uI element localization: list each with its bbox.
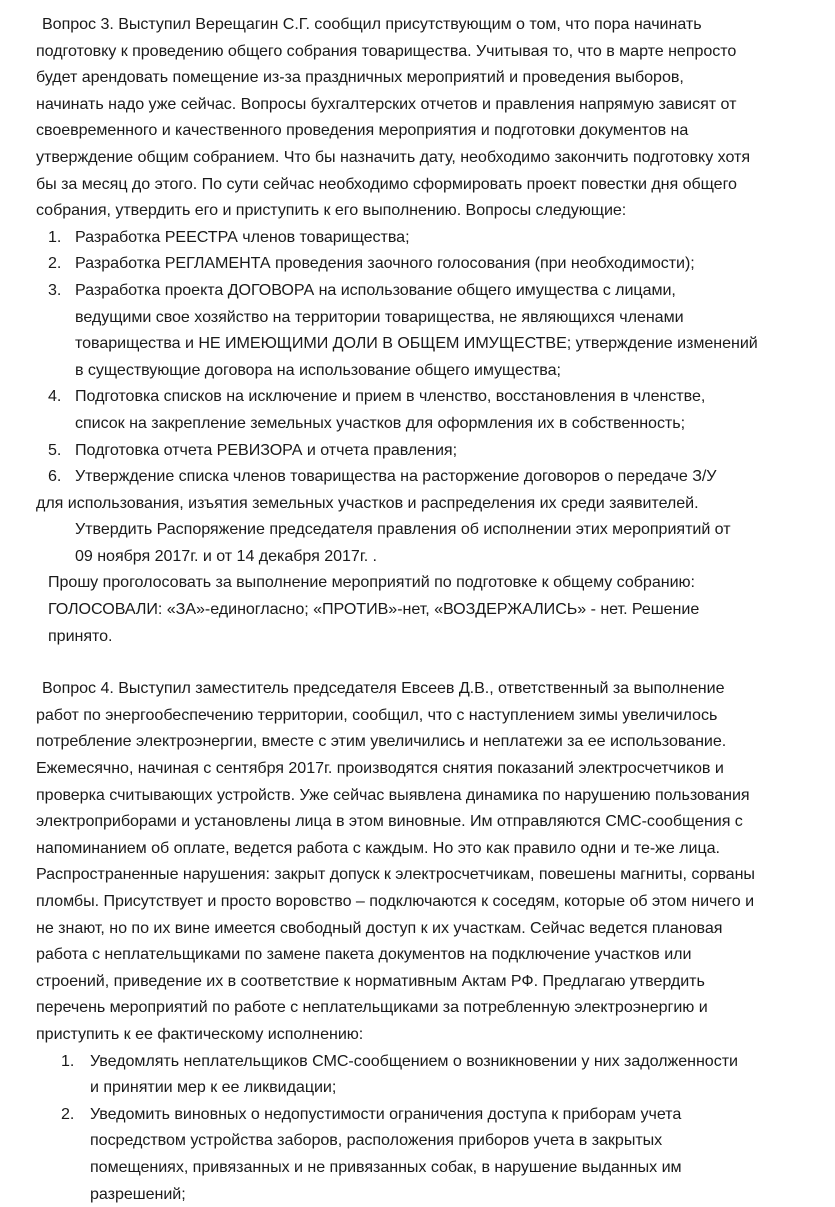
list-item [36, 250, 809, 277]
q3-line: будет арендовать помещение из-за праздничных мероприятий и проведения выборов, [36, 68, 684, 87]
q4-line: Вопрос 4. Выступил заместитель председателя Евсеев Д.В., ответственный за выполнение [42, 679, 725, 698]
q3-line: подготовку к проведению общего собрания товарищества. Учитывая то, что в марте непросто [36, 41, 737, 60]
list-number: 1. [48, 227, 62, 246]
q4-line: проверка считывающих устройств. Уже сейчас выявлена динамика по нарушению пользования [36, 785, 750, 804]
list-item-text: Разработка РЕЕСТРА членов товарищества; [75, 227, 410, 246]
q3-agenda-list [36, 224, 809, 570]
list-item-text: Утвердить Распоряжение председателя правления об исполнении этих мероприятий от [75, 520, 731, 539]
list-number: 2. [48, 254, 62, 273]
list-item [36, 1101, 809, 1207]
list-item [36, 1048, 809, 1101]
list-item-text: Уведомить виновных о недопустимости ограничения доступа к приборам учета [90, 1104, 682, 1123]
list-item [36, 277, 809, 383]
list-item-text: ведущими свое хозяйство на территории товарищества, не являющихся членами [75, 307, 684, 326]
list-item-text: Подготовка отчета РЕВИЗОРА и отчета правления; [75, 440, 457, 459]
list-item-text: Разработка РЕГЛАМЕНТА проведения заочного голосования (при необходимости); [75, 254, 695, 273]
q4-line: работа с неплательщиками по замене пакета документов на подключение участков или [36, 945, 692, 964]
list-item-text: и принятии мер к ее ликвидации; [90, 1078, 337, 1097]
q3-line: бы за месяц до этого. По сути сейчас необходимо сформировать проект повестки дня общего [36, 174, 737, 193]
q3-line: собрания, утвердить его и приступить к его выполнению. Вопросы следующие: [36, 201, 627, 220]
section-gap [36, 649, 809, 675]
list-item-text: список на закрепление земельных участков для оформления их в собственность; [75, 413, 686, 432]
vote-line: Прошу проголосовать за выполнение мероприятий по подготовке к общему собранию: [48, 573, 695, 592]
q3-vote-result [36, 569, 809, 649]
list-item [36, 224, 809, 251]
q3-line: Вопрос 3. Выступил Верещагин С.Г. сообщил присутствующим о том, что пора начинать [42, 15, 702, 33]
q4-line: приступить к ее фактическому исполнению: [36, 1024, 364, 1043]
q4-line: потребление электроэнергии, вместе с этим увеличились и неплатежи за ее использование. [36, 732, 727, 751]
q4-line: строений, приведение их в соответствие к нормативным Актам РФ. Предлагаю утвердить [36, 971, 705, 990]
question-4-section [36, 675, 809, 1207]
list-item-text: в существующие договора на использование общего имущества; [75, 360, 561, 379]
vote-line: ГОЛОСОВАЛИ: «ЗА»-единогласно; «ПРОТИВ»-нет, «ВОЗДЕРЖАЛИСЬ» - нет. Решение [48, 600, 700, 619]
list-item-text: для использования, изъятия земельных участков и распределения их среди заявителей. [36, 493, 699, 512]
q4-line: напоминанием об оплате, ведется работа с каждым. Но это как правило одни и те-же лица. [36, 838, 720, 857]
q4-line: электроприборами и установлены лица в этом виновные. Им отправляются СМС-сообщения с [36, 812, 743, 831]
q4-line: Распространенные нарушения: закрыт допуск к электросчетчикам, повешены магниты, сорваны [36, 865, 755, 884]
list-number: 6. [48, 467, 62, 486]
list-item-text: товарищества и НЕ ИМЕЮЩИМИ ДОЛИ В ОБЩЕМ ИМУЩЕСТВЕ; утверждение изменений [75, 334, 758, 353]
list-number: 1. [61, 1051, 75, 1070]
q4-line: перечень мероприятий по работе с неплательщиками за потребленную электроэнергию и [36, 998, 708, 1017]
list-number: 2. [61, 1104, 75, 1123]
list-item-text: Подготовка списков на исключение и прием в членство, восстановления в членстве, [75, 387, 706, 406]
q3-line: утверждение общим собранием. Что бы назначить дату, необходимо закончить подготовку хотя [36, 147, 750, 166]
list-item-text: Утверждение списка членов товарищества на расторжение договоров о передаче З/У [75, 467, 717, 486]
question-3-section [36, 11, 809, 649]
q4-line: Ежемесячно, начиная с сентября 2017г. производятся снятия показаний электросчетчиков и [36, 759, 724, 778]
q3-line: своевременного и качественного проведения мероприятия и подготовки документов на [36, 121, 689, 140]
vote-line: принято. [48, 626, 113, 645]
q4-line: пломбы. Присутствует и просто воровство – подключаются к соседям, которые об этом ничего и [36, 892, 755, 910]
list-item [36, 383, 809, 436]
list-number: 3. [48, 280, 62, 299]
q4-measures-list [36, 1048, 809, 1207]
q4-line: не знают, но по их вине имеется свободный доступ к их участкам. Сейчас ведется плановая [36, 918, 723, 937]
list-item-text: Уведомлять неплательщиков СМС-сообщением о возникновении у них задолженности [90, 1051, 738, 1070]
list-item-text: разрешений; [90, 1184, 186, 1203]
list-number: 4. [48, 387, 62, 406]
list-number: 5. [48, 440, 62, 459]
list-item-text: помещениях, привязанных и не привязанных собак, в нарушение выданных им [90, 1157, 682, 1176]
list-item-text: посредством устройства заборов, расположения приборов учета в закрытых [90, 1131, 663, 1150]
q3-line: начинать надо уже сейчас. Вопросы бухгалтерских отчетов и правления напрямую зависят от [36, 94, 737, 113]
list-item-text: 09 ноября 2017г. и от 14 декабря 2017г. . [75, 546, 377, 565]
list-item [36, 437, 809, 464]
list-item [36, 463, 809, 569]
list-item-text: Разработка проекта ДОГОВОРА на использование общего имущества с лицами, [75, 280, 676, 299]
q4-line: работ по энергообеспечению территории, сообщил, что с наступлением зимы увеличилось [36, 705, 718, 724]
